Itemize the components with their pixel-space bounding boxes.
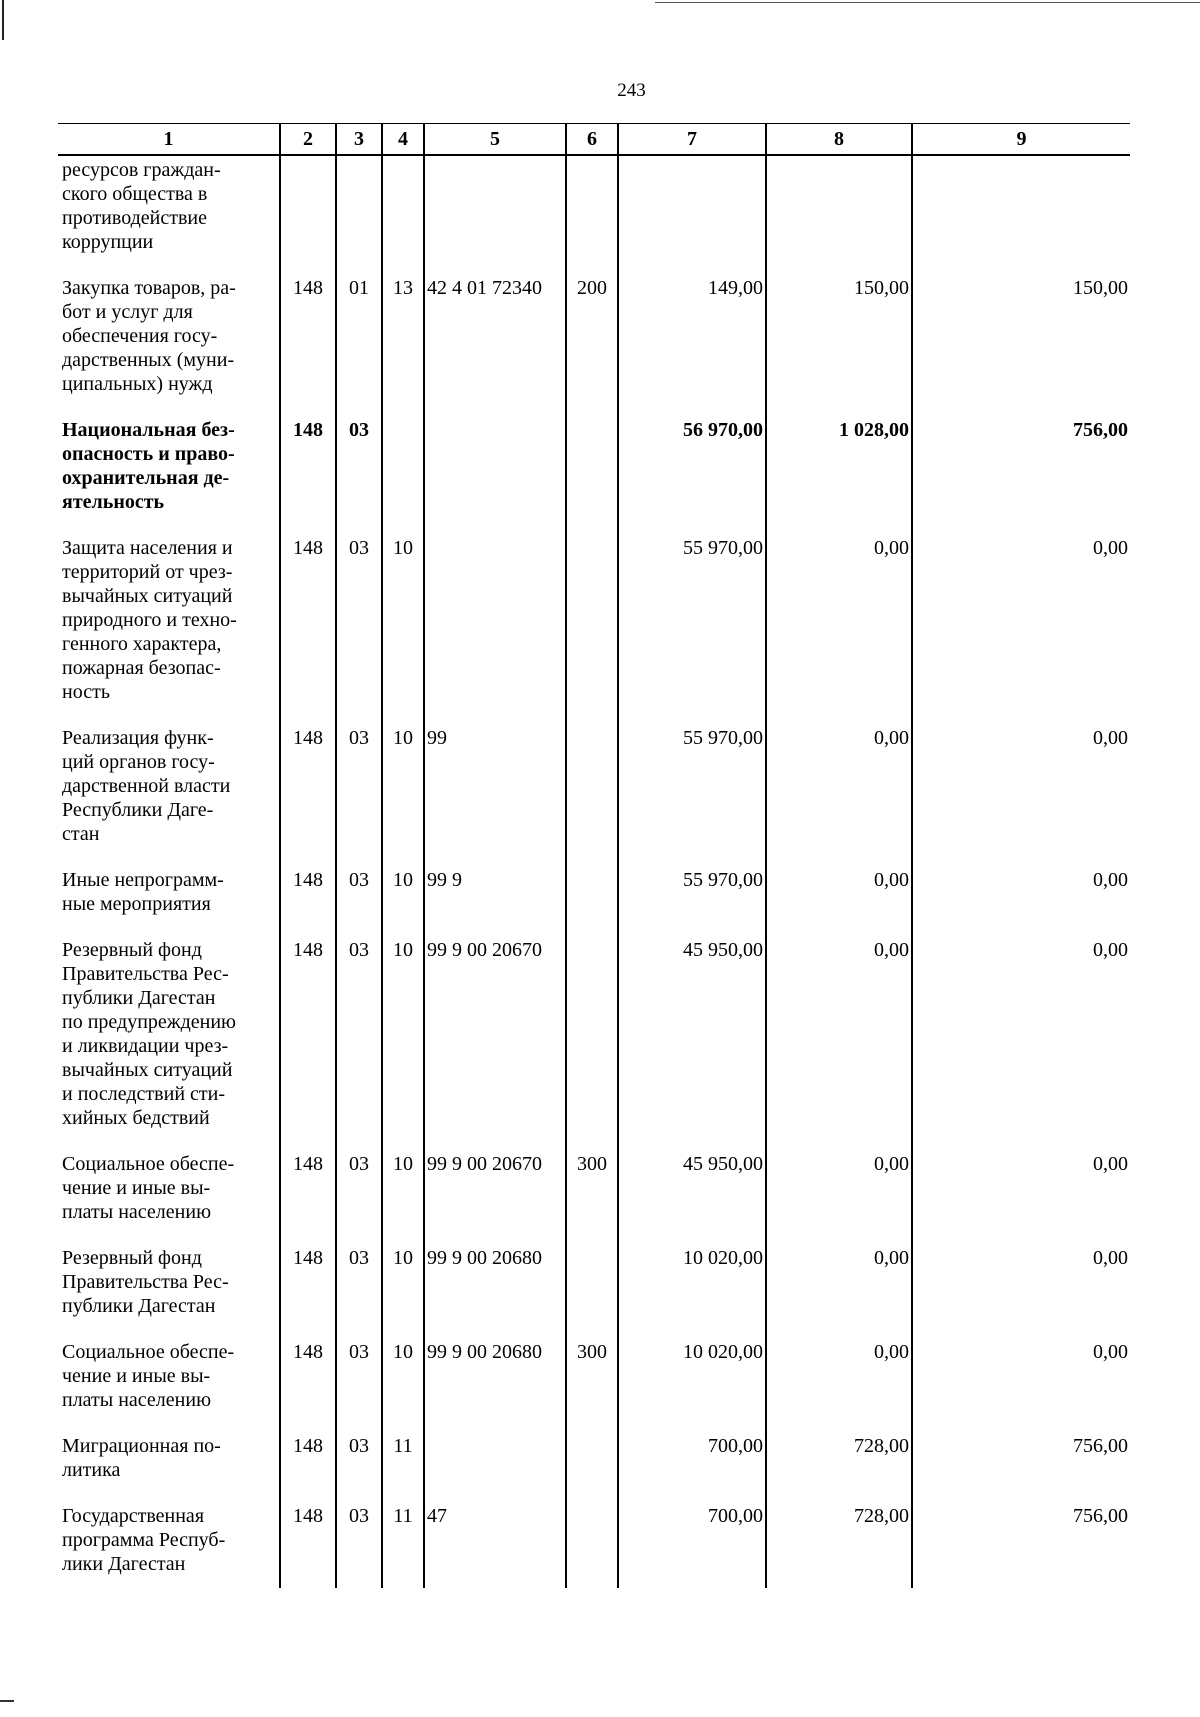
cell-col6 (566, 1424, 618, 1494)
cell-col3: 03 (336, 928, 382, 1142)
row-name: Социальное обеспе- чение и иные вы- платы населению (62, 1341, 235, 1411)
scan-mark-bottom (0, 1700, 14, 1702)
cell-col4: 10 (382, 526, 424, 716)
cell-col2: 148 (280, 266, 336, 408)
cell-col3: 03 (336, 858, 382, 928)
cell-col7: 700,00 (618, 1494, 766, 1588)
cell-col7: 45 950,00 (618, 1142, 766, 1236)
cell-col3: 03 (336, 1330, 382, 1424)
cell-col8: 1 028,00 (766, 408, 912, 526)
table-row (58, 716, 1130, 858)
table-row (58, 1330, 1130, 1424)
cell-col6 (566, 716, 618, 858)
cell-col8 (766, 155, 912, 266)
table-row (58, 928, 1130, 1142)
cell-col5 (424, 1424, 566, 1494)
cell-col9: 756,00 (912, 1424, 1130, 1494)
cell-col9 (912, 155, 1130, 266)
cell-col2: 148 (280, 1330, 336, 1424)
cell-col4: 10 (382, 858, 424, 928)
cell-col2: 148 (280, 928, 336, 1142)
table-row (58, 1494, 1130, 1588)
cell-col9: 0,00 (912, 928, 1130, 1142)
cell-col3: 03 (336, 526, 382, 716)
cell-col5 (424, 408, 566, 526)
table-row (58, 408, 1130, 526)
cell-col4: 11 (382, 1424, 424, 1494)
cell-col7: 55 970,00 (618, 858, 766, 928)
table-row (58, 1236, 1130, 1330)
cell-col3: 01 (336, 266, 382, 408)
cell-col9: 0,00 (912, 1330, 1130, 1424)
cell-col2: 148 (280, 526, 336, 716)
col-header-5: 5 (424, 124, 566, 156)
col-header-9: 9 (912, 124, 1130, 156)
cell-col4: 10 (382, 1330, 424, 1424)
cell-col6: 300 (566, 1142, 618, 1236)
col-header-2: 2 (280, 124, 336, 156)
cell-col7: 55 970,00 (618, 716, 766, 858)
cell-col4: 11 (382, 1494, 424, 1588)
cell-col4: 10 (382, 1142, 424, 1236)
table-row (58, 155, 1130, 266)
cell-col8: 0,00 (766, 1330, 912, 1424)
row-name: Резервный фонд Правительства Рес- публики Дагестан (62, 1247, 229, 1317)
cell-col9: 0,00 (912, 716, 1130, 858)
cell-col6: 200 (566, 266, 618, 408)
cell-col6: 300 (566, 1330, 618, 1424)
cell-col5: 99 9 00 20670 (424, 928, 566, 1142)
cell-col4: 10 (382, 1236, 424, 1330)
cell-col9: 756,00 (912, 408, 1130, 526)
cell-col8: 0,00 (766, 1142, 912, 1236)
cell-col3: 03 (336, 1424, 382, 1494)
cell-col9: 0,00 (912, 1142, 1130, 1236)
cell-col2: 148 (280, 716, 336, 858)
cell-col2: 148 (280, 1236, 336, 1330)
cell-col9: 0,00 (912, 1236, 1130, 1330)
cell-col3: 03 (336, 1142, 382, 1236)
cell-col6 (566, 526, 618, 716)
cell-col6 (566, 1236, 618, 1330)
cell-col5: 99 9 (424, 858, 566, 928)
cell-col9: 0,00 (912, 858, 1130, 928)
cell-col3: 03 (336, 408, 382, 526)
col-header-6: 6 (566, 124, 618, 156)
row-name: Миграционная по- литика (62, 1435, 221, 1481)
row-name: Государственная программа Респуб- лики Дагестан (62, 1505, 226, 1575)
scan-edge-top (655, 2, 1200, 3)
cell-col2: 148 (280, 408, 336, 526)
cell-col7: 55 970,00 (618, 526, 766, 716)
row-name: Иные непрограмм- ные мероприятия (62, 869, 224, 915)
cell-col4: 10 (382, 716, 424, 858)
cell-col2: 148 (280, 1142, 336, 1236)
cell-col8: 150,00 (766, 266, 912, 408)
cell-col6 (566, 1494, 618, 1588)
cell-col6 (566, 858, 618, 928)
cell-col3: 03 (336, 716, 382, 858)
cell-col4 (382, 155, 424, 266)
col-header-8: 8 (766, 124, 912, 156)
scan-edge-left (2, 0, 4, 40)
row-name: Национальная без- опасность и право- охранительная де- ятельность (62, 419, 235, 513)
cell-col9: 150,00 (912, 266, 1130, 408)
cell-col8: 0,00 (766, 1236, 912, 1330)
cell-col5: 99 9 00 20680 (424, 1236, 566, 1330)
col-header-4: 4 (382, 124, 424, 156)
col-header-7: 7 (618, 124, 766, 156)
page-number: 243 (617, 80, 646, 101)
cell-col9: 0,00 (912, 526, 1130, 716)
budget-table-container (58, 123, 1130, 1588)
cell-col7: 10 020,00 (618, 1236, 766, 1330)
cell-col7: 56 970,00 (618, 408, 766, 526)
cell-col5 (424, 526, 566, 716)
cell-col8: 0,00 (766, 716, 912, 858)
table-row (58, 858, 1130, 928)
cell-col2: 148 (280, 1494, 336, 1588)
row-name: Резервный фонд Правительства Рес- публики Дагестан по предупреждению и ликвидации чрез- вычайных ситуаций и последствий сти- хийных бедствий (62, 939, 236, 1129)
cell-col5: 99 9 00 20680 (424, 1330, 566, 1424)
cell-col6 (566, 155, 618, 266)
cell-col5: 99 9 00 20670 (424, 1142, 566, 1236)
budget-table (58, 123, 1130, 1588)
cell-col8: 0,00 (766, 526, 912, 716)
cell-col5 (424, 155, 566, 266)
header-row (58, 124, 1130, 156)
table-row (58, 526, 1130, 716)
cell-col4: 10 (382, 928, 424, 1142)
cell-col7: 149,00 (618, 266, 766, 408)
cell-col8: 0,00 (766, 858, 912, 928)
cell-col8: 728,00 (766, 1494, 912, 1588)
cell-col3 (336, 155, 382, 266)
cell-col6 (566, 928, 618, 1142)
table-body (58, 155, 1130, 1588)
row-name: Закупка товаров, ра- бот и услуг для обеспечения госу- дарственных (муни- ципальных) нужд (62, 277, 236, 395)
cell-col7: 10 020,00 (618, 1330, 766, 1424)
table-row (58, 266, 1130, 408)
cell-col8: 0,00 (766, 928, 912, 1142)
cell-col3: 03 (336, 1236, 382, 1330)
cell-col3: 03 (336, 1494, 382, 1588)
cell-col5: 42 4 01 72340 (424, 266, 566, 408)
cell-col5: 47 (424, 1494, 566, 1588)
col-header-3: 3 (336, 124, 382, 156)
cell-col4: 13 (382, 266, 424, 408)
row-name: Социальное обеспе- чение и иные вы- платы населению (62, 1153, 235, 1223)
cell-col9: 756,00 (912, 1494, 1130, 1588)
row-name: Реализация функ- ций органов госу- дарственной власти Республики Даге- стан (62, 727, 231, 845)
cell-col2: 148 (280, 858, 336, 928)
cell-col2: 148 (280, 1424, 336, 1494)
cell-col6 (566, 408, 618, 526)
cell-col8: 728,00 (766, 1424, 912, 1494)
cell-col2 (280, 155, 336, 266)
cell-col7 (618, 155, 766, 266)
col-header-1: 1 (58, 124, 280, 156)
cell-col7: 700,00 (618, 1424, 766, 1494)
table-row (58, 1142, 1130, 1236)
cell-col4 (382, 408, 424, 526)
table-row (58, 1424, 1130, 1494)
cell-col7: 45 950,00 (618, 928, 766, 1142)
cell-col5: 99 (424, 716, 566, 858)
row-name: Защита населения и территорий от чрез- вычайных ситуаций природного и техно- генного характера, пожарная безопас- ность (62, 537, 237, 703)
row-name: ресурсов граждан- ского общества в противодействие коррупции (62, 159, 221, 253)
